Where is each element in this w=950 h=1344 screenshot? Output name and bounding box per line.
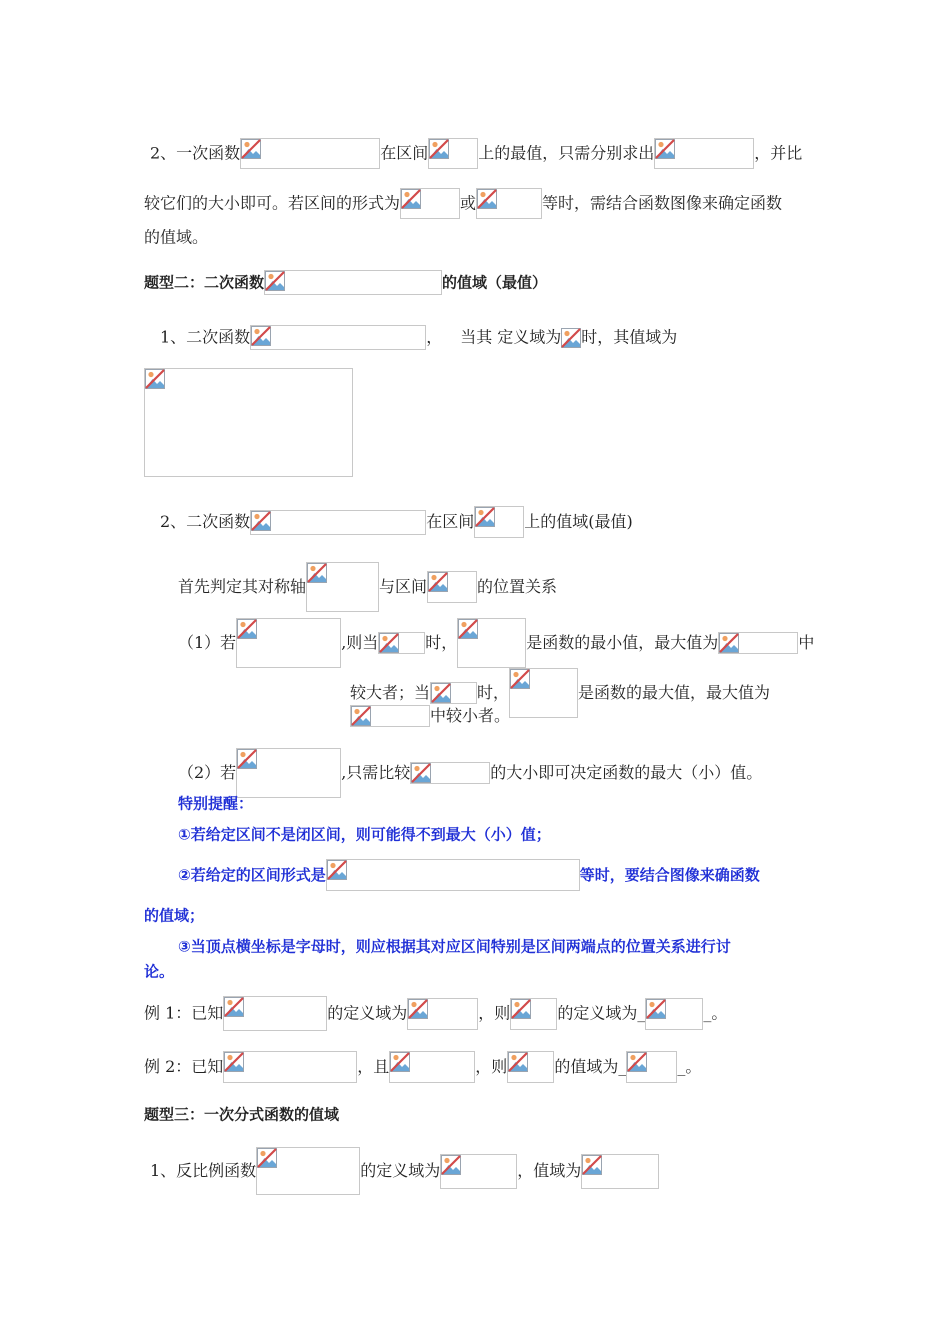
broken-image-icon <box>582 1155 602 1175</box>
formula-image <box>654 138 754 169</box>
section-heading-3 <box>144 1104 339 1125</box>
broken-image-icon <box>561 328 581 348</box>
broken-image-icon <box>411 763 431 783</box>
broken-image-icon <box>379 633 399 653</box>
formula-image <box>256 1147 360 1195</box>
text: ②若给定的区间形式是 <box>178 866 326 884</box>
example-2 <box>144 1051 701 1083</box>
formula-image <box>407 998 478 1030</box>
text: 的定义域为 <box>360 1161 441 1180</box>
formula-image <box>223 996 327 1031</box>
text: 的大小即可决定函数的最大（小）值。 <box>490 763 763 782</box>
text: 首先判定其对称轴 <box>178 577 307 596</box>
text: 的值域为_ <box>554 1057 627 1076</box>
axis-check-line <box>178 562 557 612</box>
text: ，则 <box>478 1003 511 1023</box>
formula-image <box>250 325 426 350</box>
text: 在区间 <box>380 143 429 163</box>
formula-image <box>428 138 478 169</box>
text: 在区间 <box>426 512 475 531</box>
text: _。 <box>677 1057 702 1076</box>
formula-image <box>457 618 526 668</box>
broken-image-icon <box>251 511 271 531</box>
formula-image <box>240 138 380 169</box>
text: 上的最值，只需分别求出 <box>478 143 655 163</box>
case-2-line <box>178 748 762 798</box>
broken-image-icon <box>431 683 451 703</box>
text: 中 <box>798 633 815 652</box>
broken-image-icon <box>390 1052 410 1072</box>
text: 的值域（最值） <box>442 273 548 292</box>
text: ①若给定区间不是闭区间，则可能得不到最大（小）值； <box>178 825 551 844</box>
text: 例 1：已知 <box>144 1003 224 1023</box>
text: 的值域。 <box>144 227 209 247</box>
text: 1、二次函数 <box>160 327 251 347</box>
tip-row-2-cont <box>144 905 204 926</box>
broken-image-icon <box>237 619 257 639</box>
text: （1）若 <box>178 633 237 652</box>
broken-image-icon <box>510 669 530 689</box>
broken-image-icon <box>251 326 271 346</box>
text: ,则当 <box>341 633 379 652</box>
text: ，并比 <box>754 143 803 163</box>
text: 2、一次函数 <box>150 143 241 163</box>
tip-row-2 <box>178 859 760 891</box>
formula-image <box>389 1051 475 1083</box>
broken-image-icon <box>508 1052 528 1072</box>
answer-image <box>645 998 703 1030</box>
text: ，且 <box>357 1057 390 1076</box>
text: 等时，要结合图像来确函数 <box>579 866 760 884</box>
tip-title <box>178 793 253 814</box>
formula-image <box>306 562 379 612</box>
broken-image-icon <box>429 139 449 159</box>
text: 题型二：二次函数 <box>144 273 265 292</box>
reciprocal-item-1 <box>150 1147 659 1195</box>
formula-image <box>718 632 798 654</box>
text: ③当顶点横坐标是字母时，则应根据其对应区间特别是区间两端点的位置关系进行讨 <box>178 937 731 956</box>
broken-image-icon <box>458 619 478 639</box>
formula-image <box>400 188 460 219</box>
broken-image-icon <box>627 1052 647 1072</box>
text: 时，其值域为 <box>581 327 678 347</box>
tip-row-1 <box>178 824 551 845</box>
broken-image-icon <box>408 999 428 1019</box>
formula-image-large <box>144 368 353 477</box>
text: 的位置关系 <box>477 577 558 596</box>
broken-image-icon <box>237 749 257 769</box>
broken-image-icon <box>511 999 531 1019</box>
text: 是函数的最小值，最大值为 <box>526 633 719 652</box>
formula-image <box>440 1154 517 1189</box>
broken-image-icon <box>224 1052 244 1072</box>
formula-image <box>410 762 490 784</box>
paragraph-line-2 <box>144 188 782 219</box>
formula-image <box>223 1051 357 1083</box>
text: 中较小者。 <box>430 706 511 725</box>
text: 1、反比例函数 <box>150 1161 257 1180</box>
broken-image-icon <box>646 999 666 1019</box>
broken-image-icon <box>241 139 261 159</box>
broken-image-icon <box>265 271 285 291</box>
text: 与区间 <box>379 577 428 596</box>
broken-image-icon <box>477 189 497 209</box>
broken-image-icon <box>655 139 675 159</box>
text: 的定义域为_ <box>557 1003 646 1023</box>
text: 等时，需结合函数图像来确定函数 <box>542 193 783 213</box>
broken-image-icon <box>441 1155 461 1175</box>
paragraph-line-3 <box>144 227 208 248</box>
text: 题型三：一次分式函数的值域 <box>144 1105 340 1124</box>
text: 的定义域为 <box>327 1003 408 1023</box>
text: 较大者；当 <box>350 683 431 702</box>
text: ，值域为 <box>517 1161 582 1180</box>
paragraph-line-1 <box>150 138 802 169</box>
text: 时， <box>477 683 510 702</box>
text: 上的值域(最值) <box>524 512 633 531</box>
formula-image <box>561 328 581 348</box>
broken-image-icon <box>428 572 448 592</box>
formula-image <box>430 682 477 704</box>
text: 较它们的大小即可。若区间的形式为 <box>144 193 401 213</box>
broken-image-icon <box>307 563 327 583</box>
quadratic-item-1 <box>160 325 677 350</box>
broken-image-icon <box>351 706 371 726</box>
formula-image <box>581 1154 659 1189</box>
formula-image <box>236 618 341 668</box>
formula-image <box>250 510 426 535</box>
broken-image-icon <box>401 189 421 209</box>
broken-image-icon <box>327 860 347 880</box>
formula-image <box>509 668 578 718</box>
broken-image-icon <box>719 633 739 653</box>
broken-image-icon <box>145 369 165 389</box>
broken-image-icon <box>224 997 244 1017</box>
example-1 <box>144 996 727 1031</box>
formula-image <box>427 571 477 603</box>
text: 当其 定义域为 <box>460 327 562 347</box>
case-1-line-3 <box>350 705 510 727</box>
broken-image-icon <box>257 1148 277 1168</box>
tip-row-3 <box>178 936 731 957</box>
formula-image <box>350 705 430 727</box>
tip-row-3-cont <box>144 961 174 982</box>
text: _。 <box>703 1003 728 1023</box>
answer-image <box>626 1051 677 1083</box>
section-heading-2 <box>144 270 547 295</box>
text: 2、二次函数 <box>160 512 251 531</box>
formula-image <box>510 998 557 1030</box>
text: （2）若 <box>178 763 237 782</box>
formula-image <box>476 188 542 219</box>
text: ,只需比较 <box>341 763 411 782</box>
text: 论。 <box>144 962 175 981</box>
quadratic-item-2 <box>160 506 633 538</box>
formula-image <box>326 859 580 891</box>
formula-image <box>474 506 524 538</box>
text: 特别提醒： <box>178 794 254 813</box>
formula-image <box>236 748 341 798</box>
formula-image <box>507 1051 554 1083</box>
case-1-line-1 <box>178 618 814 668</box>
text: 的值域； <box>144 906 205 925</box>
text: ， <box>426 327 443 347</box>
text: ，则 <box>475 1057 508 1076</box>
formula-image <box>264 270 442 295</box>
formula-image <box>378 632 425 654</box>
broken-image-icon <box>475 507 495 527</box>
text: 时， <box>425 633 458 652</box>
text: 是函数的最大值，最大值为 <box>578 683 771 702</box>
text: 或 <box>460 193 477 213</box>
text: 例 2：已知 <box>144 1057 224 1076</box>
